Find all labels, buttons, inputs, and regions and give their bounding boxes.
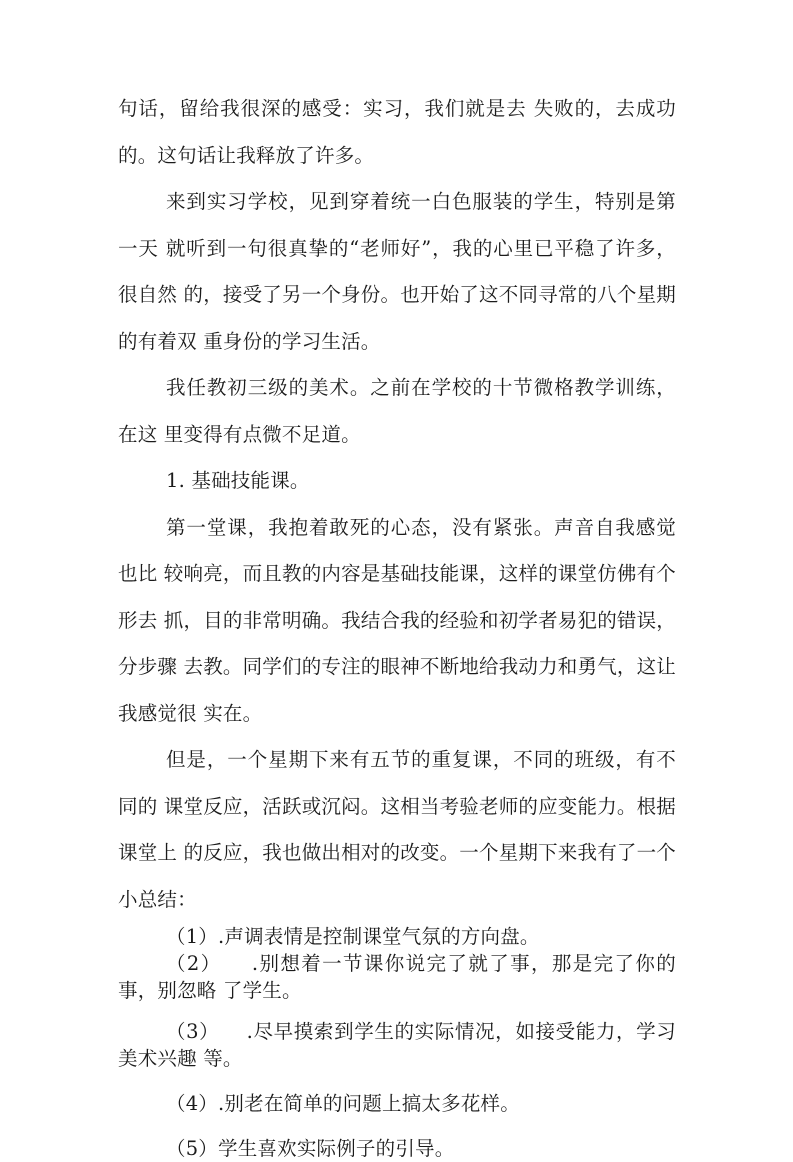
paragraph-3: 我任教初三级的美术。之前在学校的十节微格教学训练，在这 里变得有点微不足道。 — [118, 376, 676, 446]
paragraph-6: 但是，一个星期下来有五节的重复课，不同的班级，有不同的 课堂反应，活跃或沉闷。这相当考验老师的应变能力。根据课堂上 的反应，我也做出相对的改变。一个星期下来我有了一个小总结： — [118, 748, 676, 911]
summary-list — [118, 923, 676, 1162]
list-item-marker: （3） — [166, 1020, 220, 1043]
list-item-text: 声调表情是控制课堂气氛的方向盘。 — [224, 925, 540, 948]
list-item-separator: . — [218, 1092, 225, 1115]
list-item-separator: . — [218, 925, 225, 948]
list-item-text: 别老在简单的问题上搞太多花样。 — [224, 1092, 520, 1115]
list-item-marker: （1） — [166, 925, 219, 948]
list-item-marker: （5） — [166, 1137, 219, 1160]
list-item-text: 尽早摸索到学生的实际情况，如接受能力，学习美术兴趣 等。 — [118, 1020, 676, 1070]
list-item-text: 学生喜欢实际例子的引导。 — [218, 1137, 455, 1160]
list-item — [118, 1090, 676, 1117]
list-item-separator: . — [221, 952, 259, 975]
list-item — [118, 1135, 676, 1162]
paragraph-1: 句话，留给我很深的感受：实习，我们就是去 失败的，去成功的。这句话让我释放了许多。 — [118, 97, 676, 167]
paragraph-2: 来到实习学校，见到穿着统一白色服装的学生，特别是第一天 就听到一句很真挚的“老师好”，我的心里已平稳了许多，很自然 的，接受了另一个身份。也开始了这不同寻常的八个星期的有着双 重身份的学习生活。 — [118, 190, 676, 353]
list-item — [118, 950, 676, 1004]
list-item — [118, 923, 676, 950]
list-item-text: 别想着一节课你说完了就了事，那是完了你的事，别忽略 了学生。 — [118, 952, 676, 1002]
paragraph-4-heading-basic-skills: 1. 基础技能课。 — [166, 469, 310, 492]
paragraph-5: 第一堂课，我抱着敢死的心态，没有紧张。声音自我感觉也比 较响亮，而且教的内容是基础技能课，这样的课堂仿佛有个形去 抓，目的非常明确。我结合我的经验和初学者易犯的错误，分步骤 去教。同学们的专注的眼神不断地给我动力和勇气，这让我感觉很 实在。 — [118, 515, 676, 725]
list-item-marker: （2） — [166, 952, 222, 975]
list-item-separator: . — [219, 1020, 254, 1043]
list-item — [118, 1018, 676, 1072]
document-text-column — [118, 86, 676, 1162]
list-item-marker: （4） — [166, 1092, 219, 1115]
